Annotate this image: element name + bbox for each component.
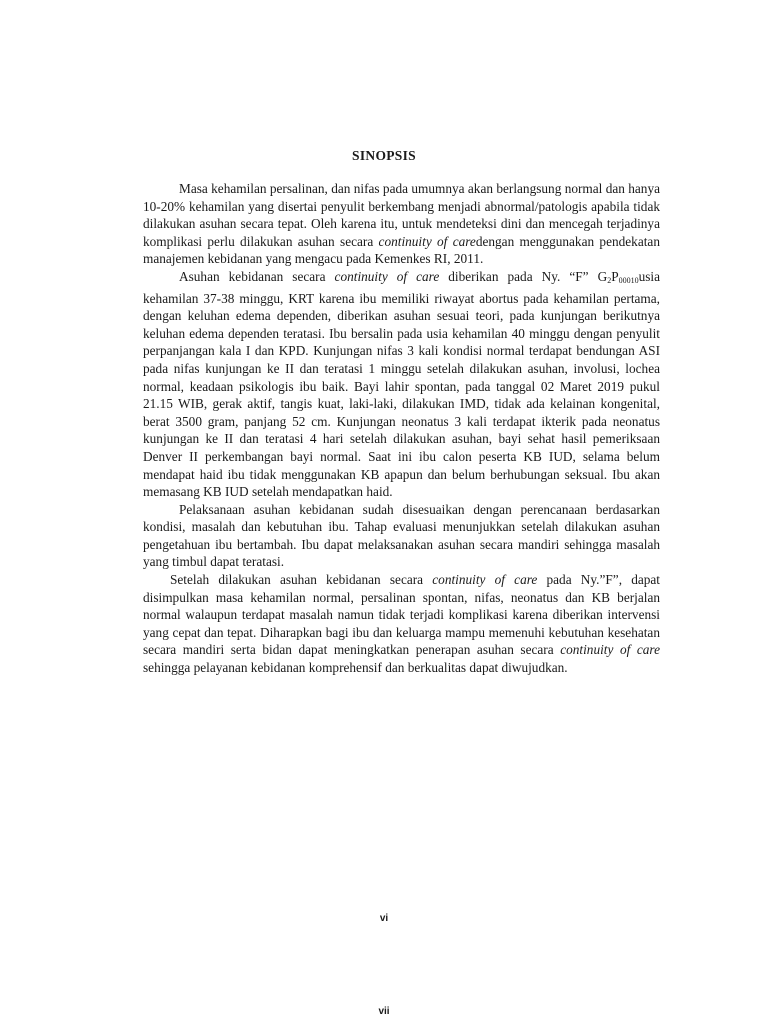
paragraph-text: sehingga pelayanan kebidanan komprehensif dan berkualitas dapat diwujudkan. (143, 660, 568, 676)
paragraph-text: P (611, 268, 619, 284)
page-number: vi (379, 913, 389, 924)
synopsis-body (143, 180, 660, 677)
paragraph-text: Pelaksanaan asuhan kebidanan sudah disesuaikan dengan perencanaan berdasarkan kondisi, masalah dan kebutuhan ibu. Tahap evaluasi menunjukkan setelah dilakukan asuhan pengetahuan ibu bertambah. Ibu dapat melaksanakan asuhan secara mandiri sehingga masalah yang timbul dapat teratasi. (143, 501, 660, 570)
subscript-para: 00010 (618, 275, 639, 285)
italic-term: continuity of care (560, 642, 660, 658)
italic-term: continuity of care (334, 268, 440, 284)
italic-term: continuity of care (378, 233, 476, 249)
italic-term: continuity of care (432, 572, 538, 588)
paragraph-text: Asuhan kebidanan secara (179, 268, 335, 284)
subscript-gravida: 2 (607, 275, 612, 285)
paragraph-4 (143, 571, 660, 677)
page-title: SINOPSIS (352, 148, 416, 163)
paragraph-text: Masa kehamilan persalinan, dan nifas pada umumnya akan berlangsung normal dan hanya 10-20% kehamilan yang disertai penyulit berkembang menjadi abnormal/patologis apabila tidak dilakukan asuhan secara tepat. Oleh karena itu, untuk mendeteksi dini dan mencegah terjadinya komplikasi perlu dilakukan asuhan secara (143, 181, 660, 249)
paragraph-3 (143, 501, 660, 571)
paragraph-text: pada Ny.”F”, dapat disimpulkan masa kehamilan normal, persalinan spontan, nifas, neonatus dan KB berjalan normal walaupun terdapat masalah namun tidak terjadi komplikasi karena diberikan intervensi yang cepat dan tepat. Diharapkan bagi ibu dan keluarga mampu memenuhi kebutuhan kesehatan secara mandiri serta bidan dapat meningkatkan penerapan asuhan secara (143, 572, 660, 658)
paragraph-text: diberikan pada Ny. “F” G (439, 268, 608, 284)
paragraph-text: dengan menggunakan pendekatan manajemen kebidanan yang mengacu pada Kemenkes RI, 2011. (143, 233, 660, 267)
page-number: vii (378, 1006, 390, 1017)
paragraph-1 (143, 180, 660, 268)
paragraph-text: usia kehamilan 37-38 minggu, KRT karena ibu memiliki riwayat abortus pada kehamilan pertama, dengan keluhan edema dependen, diberikan asuhan sesuai teori, pada kunjungan berikutnya keluhan edema dependen teratasi. Ibu bersalin pada usia kehamilan 40 minggu dengan penyulit perpanjangan kala I dan KPD. Kunjungan nifas 3 kali kondisi normal terdapat bendungan ASI pada nifas kunjungan ke II dan teratasi 1 minggu setelah dilakukan asuhan, involusi, lochea normal, keadaan psikologis ibu baik. Bayi lahir spontan, pada tanggal 02 Maret 2019 pukul 21.15 WIB, gerak aktif, tangis kuat, laki-laki, dilakukan IMD, tidak ada kelainan kongenital, berat 3500 gram, panjang 52 cm. Kunjungan neonatus 3 kali terdapat ikterik pada neonatus kunjungan ke II dan teratasi 4 hari setelah dilakukan asuhan, bayi sehat hasil pemeriksaan Denver II perkembangan bayi normal. Saat ini ibu calon peserta KB IUD, selama belum mendapat haid ibu tidak menggunakan KB apapun dan belum berhubungan seksual. Ibu akan memasang KB IUD setelah mendapatkan haid. (143, 268, 661, 500)
paragraph-text: Setelah dilakukan asuhan kebidanan secara (170, 572, 433, 588)
paragraph-2 (143, 268, 660, 501)
